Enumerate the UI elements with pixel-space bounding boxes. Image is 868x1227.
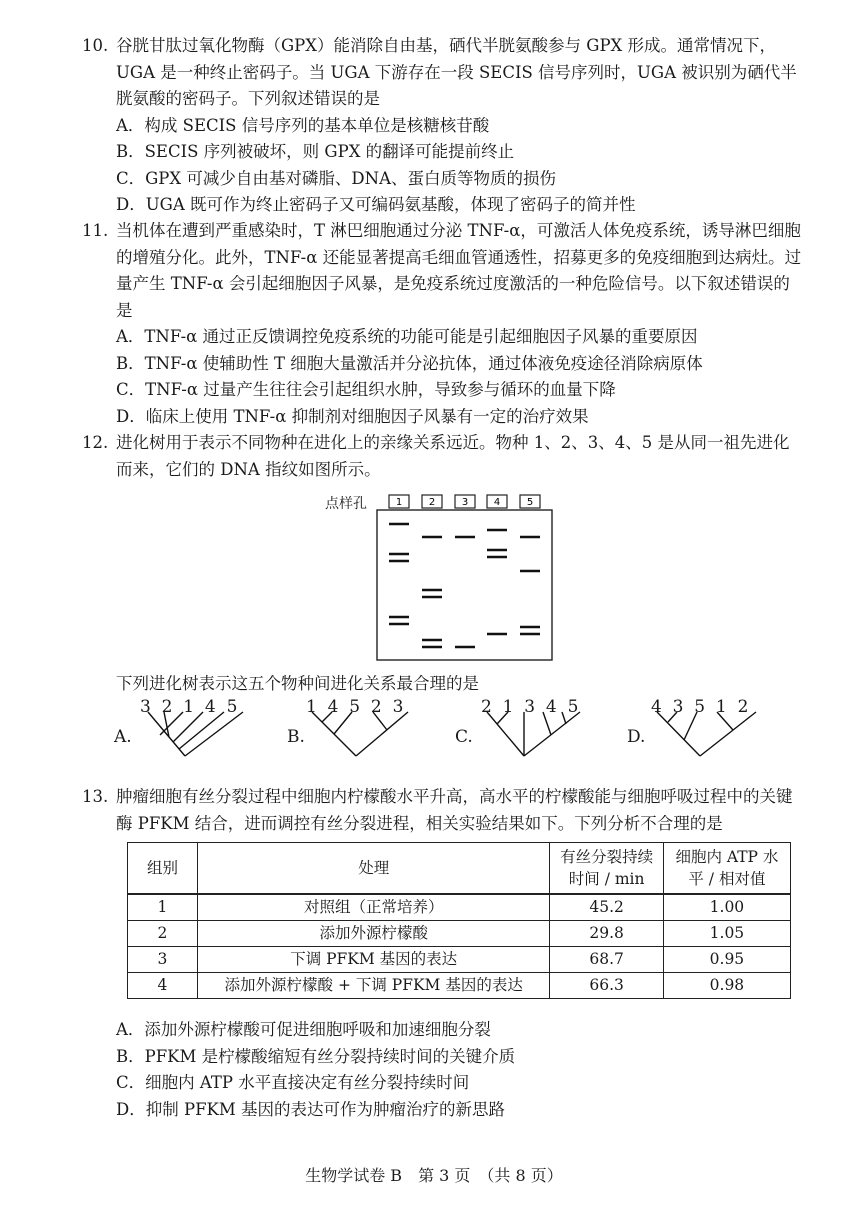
well-number: 1	[395, 497, 403, 508]
tree-leaf-label: 1	[502, 697, 514, 717]
tree-leaf-label: 3	[672, 697, 684, 717]
option-d: D．临床上使用 TNF-α 抑制剂对细胞因子风暴有一定的治疗效果	[116, 406, 589, 426]
tree-leaf-label: 2	[370, 697, 382, 717]
tree-leaf-label: 4	[204, 697, 216, 717]
tree-leaf-label: 5	[226, 697, 238, 717]
question-number: 10.	[82, 36, 109, 55]
option-a: A．构成 SECIS 信号序列的基本单位是核糖核苷酸	[116, 115, 490, 135]
tree-leaf-label: 2	[481, 697, 492, 717]
table-cell: 66.3	[550, 973, 663, 999]
table-cell: 4	[128, 973, 198, 999]
table-header-row	[128, 843, 791, 895]
option-b: B．PFKM 是柠檬酸缩短有丝分裂持续时间的关键介质	[116, 1046, 516, 1066]
tree-c-letter: C.	[455, 727, 473, 747]
option-d: D．UGA 既可作为终止密码子又可编码氨基酸，体现了密码子的简并性	[116, 195, 636, 214]
well-boxes	[389, 495, 540, 508]
tree-leaf-label: 2	[737, 697, 749, 717]
option-c: C．细胞内 ATP 水平直接决定有丝分裂持续时间	[116, 1073, 470, 1092]
tree-a-letter: A.	[114, 727, 132, 747]
table-cell: 0.98	[663, 973, 790, 999]
question-stem: 进化树用于表示不同物种在进化上的亲缘关系远近。物种 1、2、3、4、5 是从同一祖先进化而来，它们的 DNA 指纹如图所示。	[116, 433, 790, 479]
option-c: C．GPX 可减少自由基对磷脂、DNA、蛋白质等物质的损伤	[116, 168, 556, 188]
question-number: 13.	[82, 787, 109, 806]
tree-leaf-label: 3	[140, 697, 151, 717]
table-row	[128, 973, 791, 999]
tree-question-intro: 下列进化树表示这五个物种间进化关系最合理的是	[116, 674, 479, 693]
page-footer: 生物学试卷 B 第 3 页 （共 8 页）	[305, 1166, 563, 1185]
gel-bands	[389, 524, 540, 647]
tree-d-labels	[651, 697, 748, 717]
well-number: 5	[526, 497, 534, 508]
table-row	[128, 894, 791, 921]
option-b: B．TNF-α 使辅助性 T 细胞大量激活并分泌抗体，通过体液免疫途径消除病原体	[116, 353, 703, 373]
well-number: 4	[493, 497, 501, 508]
option-a: A．添加外源柠檬酸可促进细胞呼吸和加速细胞分裂	[116, 1020, 491, 1039]
tree-b	[312, 712, 408, 756]
results-table	[127, 842, 791, 999]
tree-leaf-label: 3	[392, 697, 404, 717]
question-13	[82, 784, 802, 837]
table-cell: 添加外源柠檬酸 + 下调 PFKM 基因的表达	[197, 973, 549, 999]
tree-leaf-label: 1	[183, 697, 195, 717]
tree-c	[487, 712, 580, 756]
option-d: D．抑制 PFKM 基因的表达可作为肿瘤治疗的新思路	[116, 1099, 505, 1119]
table-cell: 0.95	[663, 947, 790, 973]
header-cell: 处理	[197, 843, 549, 895]
tree-b-labels	[306, 697, 403, 717]
tree-leaf-label: 4	[327, 697, 339, 717]
question-stem: 肿瘤细胞有丝分裂过程中细胞内柠檬酸水平升高，高水平的柠檬酸能与细胞呼吸过程中的关键酶 PFKM 结合，进而调控有丝分裂进程，相关实验结果如下。下列分析不合理的是	[116, 787, 793, 833]
table-cell: 2	[128, 921, 198, 947]
well-number: 2	[428, 497, 436, 508]
tree-leaf-label: 1	[715, 697, 727, 717]
option-c: C．TNF-α 过量产生往往会引起组织水肿，导致参与循环的血量下降	[116, 380, 616, 399]
evolution-trees	[148, 712, 756, 756]
tree-d	[657, 712, 756, 756]
tree-leaf-label: 3	[524, 697, 536, 717]
table-row	[128, 921, 791, 947]
tree-leaf-label: 2	[161, 697, 173, 717]
tree-c-labels	[481, 697, 578, 717]
tree-d-letter: D.	[627, 727, 646, 747]
tree-b-letter: B.	[287, 727, 305, 747]
well-number: 3	[461, 497, 469, 508]
table-cell: 添加外源柠檬酸	[197, 921, 549, 947]
gel-well-label: 点样孔	[325, 496, 367, 512]
table-cell: 下调 PFKM 基因的表达	[197, 947, 549, 973]
question-stem: 当机体在遭到严重感染时，T 淋巴细胞通过分泌 TNF-α，可激活人体免疫系统，诱导淋巴细胞的增殖分化。此外，TNF-α 还能显著提高毛细血管通透性，招募更多的免疫细胞到达病灶。过量产生 TNF-α 会引起细胞因子风暴，是免疫系统过度激活的一种危险信号。以下叙述错误的是	[116, 221, 802, 320]
table-cell: 3	[128, 947, 198, 973]
tree-a	[148, 712, 243, 756]
header-cell: 有丝分裂持续时间 / min	[550, 843, 663, 895]
question-number: 12.	[82, 433, 109, 452]
table-cell: 1.00	[663, 894, 790, 921]
table-cell: 29.8	[550, 921, 663, 947]
header-cell: 细胞内 ATP 水平 / 相对值	[663, 843, 790, 895]
tree-leaf-label: 1	[306, 697, 317, 717]
table-row	[128, 947, 791, 973]
tree-leaf-label: 4	[651, 697, 662, 717]
tree-a-labels	[140, 697, 237, 717]
question-number: 11.	[82, 221, 109, 240]
tree-leaf-label: 5	[694, 697, 706, 717]
table-cell: 1	[128, 894, 198, 921]
table-cell: 68.7	[550, 947, 663, 973]
option-a: A．TNF-α 通过正反馈调控免疫系统的功能可能是引起细胞因子风暴的重要原因	[116, 327, 698, 346]
header-cell: 组别	[128, 843, 198, 895]
question-stem: 谷胱甘肽过氧化物酶（GPX）能消除自由基，硒代半胱氨酸参与 GPX 形成。通常情况下，UGA 是一种终止密码子。当 UGA 下游存在一段 SECIS 信号序列时，UGA 被识别为硒代半胱氨酸的密码子。下列叙述错误的是	[116, 36, 797, 108]
table-cell: 对照组（正常培养）	[197, 894, 549, 921]
table-cell: 1.05	[663, 921, 790, 947]
option-b: B．SECIS 序列被破坏，则 GPX 的翻译可能提前终止	[116, 142, 515, 161]
tree-leaf-label: 5	[349, 697, 361, 717]
tree-leaf-label: 4	[545, 697, 557, 717]
tree-leaf-label: 5	[567, 697, 579, 717]
gel-frame	[377, 510, 552, 660]
table-cell: 45.2	[550, 894, 663, 921]
question-13-options	[82, 1017, 802, 1123]
